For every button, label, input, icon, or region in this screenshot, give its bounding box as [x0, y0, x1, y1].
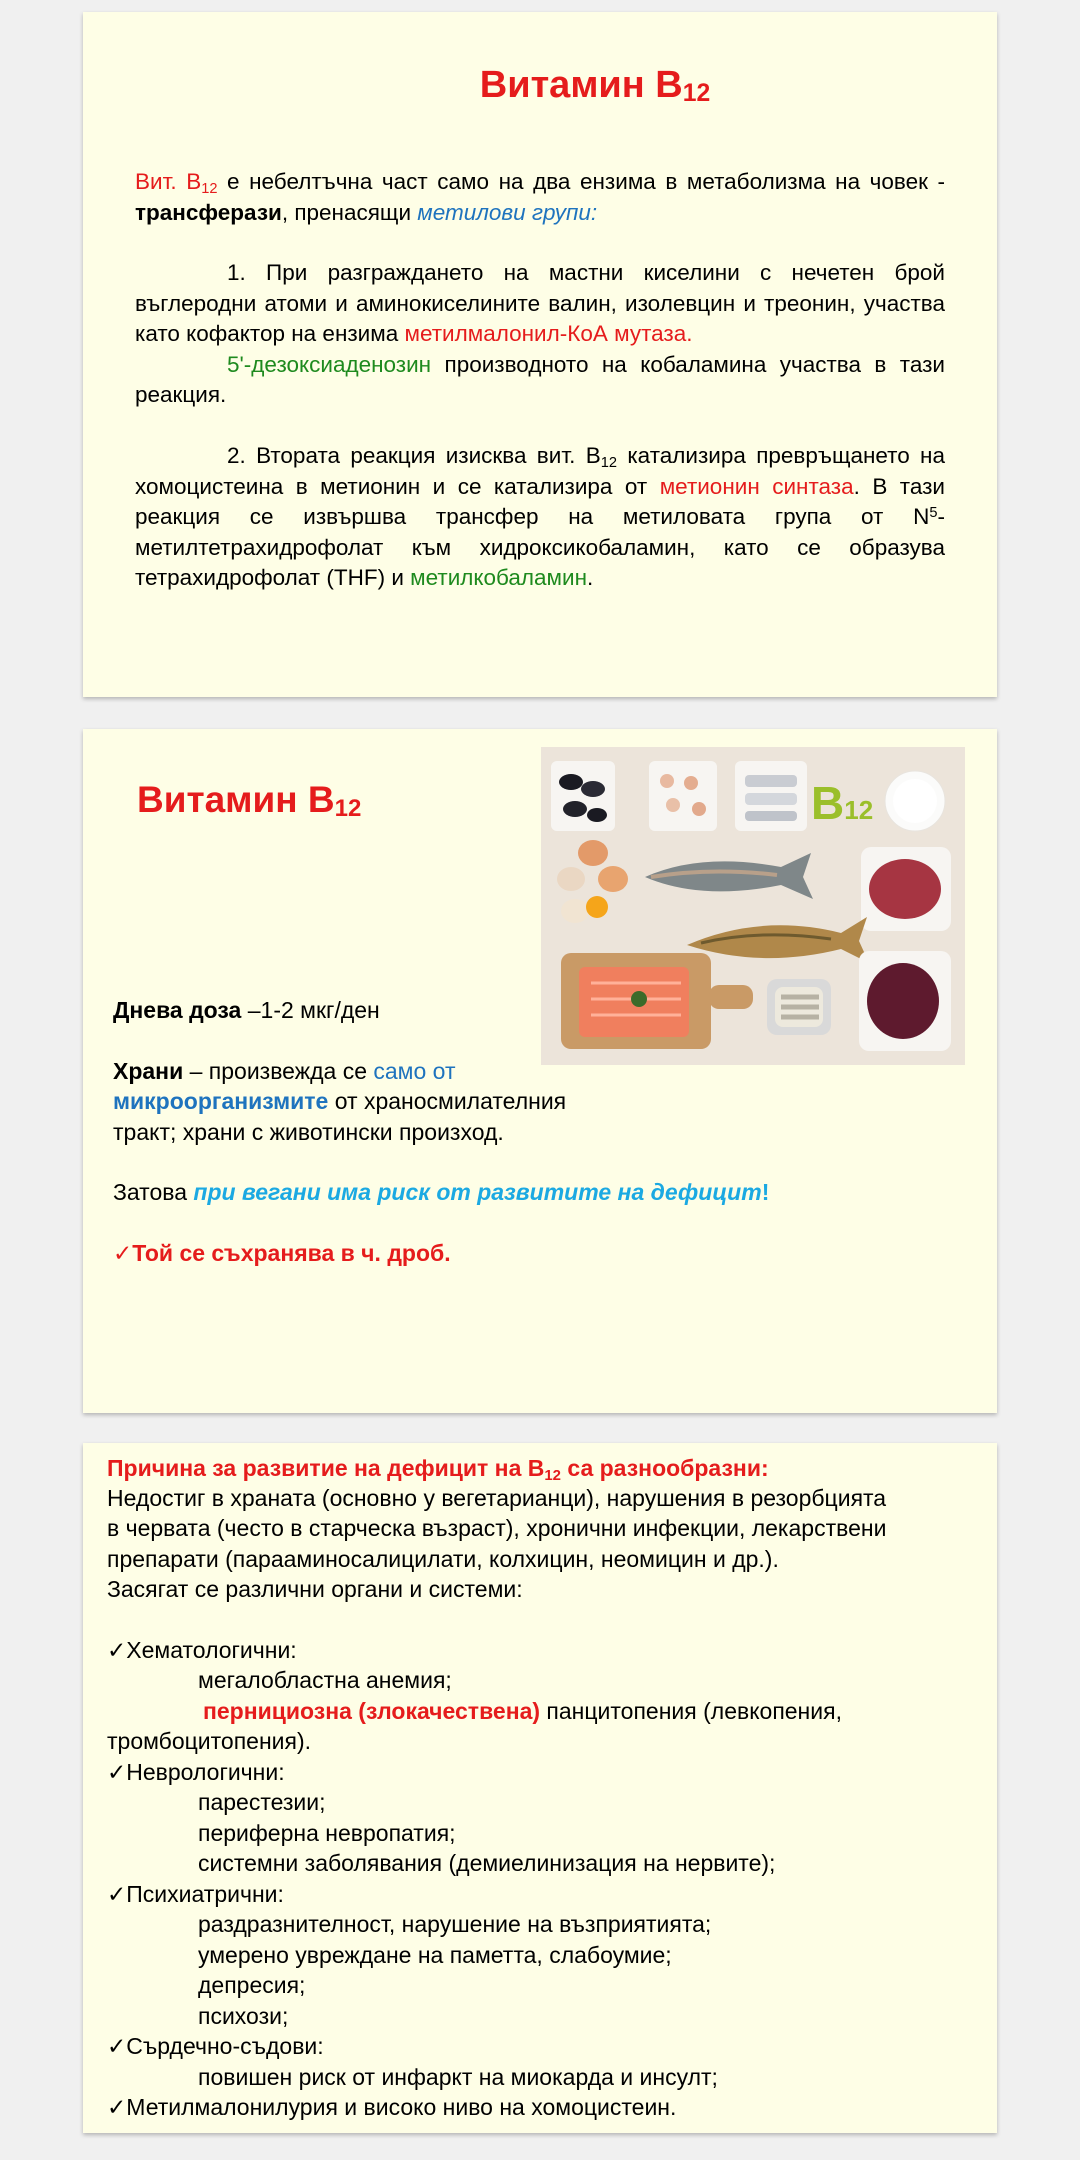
cause-line: препарати (парааминосалицилати, колхицин, неомицин и др.). — [107, 1546, 779, 1572]
list-item: депресия; — [198, 1972, 306, 1998]
cause-line: Недостиг в храната (основно у вегетарианци), нарушения в резорбцията — [107, 1485, 887, 1511]
cardiovascular-heading: ✓Сърдечно-съдови: — [107, 2033, 324, 2059]
list-item: системни заболявания (демиелинизация на нервите); — [198, 1850, 776, 1876]
slide-vitamin-b12-sources — [83, 729, 997, 1413]
slide1-intro: Вит. $B_{12}$ е небелтъчна част само на два ензима в метаболизма на човек - трансферази, пренасящи метилови групи: — [135, 169, 945, 225]
check-icon: ✓ — [113, 1240, 133, 1266]
b12-food-photo — [541, 747, 965, 1065]
slide1-point-1: 1. При разграждането на мастни киселини с нечетен брой въглеродни атоми и аминокиселините валин, изолевцин и треонин, участва като кофактор на ензима метилмалонил-КоА мутаза. 5'-дезоксиаденозин производното на кобаламина участва в тази реакция. — [135, 260, 945, 407]
food-illustration — [541, 747, 965, 1065]
list-item: раздразнителност, нарушение на възприятията; — [198, 1911, 712, 1937]
list-item: периферна невропатия; — [198, 1820, 456, 1846]
list-item: умерено увреждане на паметта, слабоумие; — [198, 1942, 672, 1968]
list-item: парестезии; — [198, 1789, 326, 1815]
list-item: повишен риск от инфаркт на миокарда и инсулт; — [198, 2064, 718, 2090]
cause-line: в червата (често в старческа възраст), хронични инфекции, лекарствени — [107, 1515, 887, 1541]
daily-dose: Днева доза –1-2 мкг/ден — [113, 997, 380, 1023]
vegan-risk: Затова при вегани има риск от развитите на дефицит! — [113, 1179, 770, 1205]
slide1-title: Витамин $B_{12}$ — [479, 64, 711, 107]
list-item: пернициозна (злокачествена) панцитопения (левкопения, — [203, 1698, 842, 1724]
foods-line-2: микроорганизмите от храносмилателния — [113, 1088, 567, 1114]
hematologic-heading: ✓Хематологични: — [107, 1637, 297, 1663]
slide-vitamin-b12-enzymes — [83, 12, 997, 697]
photo-b12-label: B12 — [811, 777, 874, 829]
methylmalonic-line: ✓Метилмалонилурия и високо ниво на хомоцистеин. — [107, 2094, 677, 2120]
list-item: тромбоцитопения). — [107, 1728, 312, 1754]
deficiency-heading: Причина за развитие на дефицит на $B_{12}$ са разнообразни: — [107, 1455, 769, 1484]
slide-b12-deficiency — [83, 1443, 997, 2133]
foods-line-1: Храни – произвежда се само от — [113, 1058, 456, 1084]
list-item: мегалобластна анемия; — [198, 1667, 452, 1693]
psychiatric-heading: ✓Психиатрични: — [107, 1881, 284, 1907]
slide1-point-2: 2. Втората реакция изисква вит. $B_{12}$ катализира превръщането на хомоцистеина в метионин и се катализира от метионин синтаза. В тази реакция се извършва трансфер на метиловата група от $N^5$-метилтетрахидрофолат към хидроксикобаламин, като се образува тетрахидрофолат (THF) и метилкобаламин. — [135, 443, 945, 590]
list-item: психози; — [198, 2003, 289, 2029]
slide2-title: Витамин $B_{12}$ — [137, 779, 362, 822]
liver-storage: ✓Той се съхранява в ч. дроб. — [113, 1240, 451, 1266]
foods-line-3: тракт; храни с животински произход. — [113, 1119, 504, 1145]
cause-line: Засягат се различни органи и системи: — [107, 1576, 523, 1602]
neurologic-heading: ✓Неврологични: — [107, 1759, 285, 1785]
